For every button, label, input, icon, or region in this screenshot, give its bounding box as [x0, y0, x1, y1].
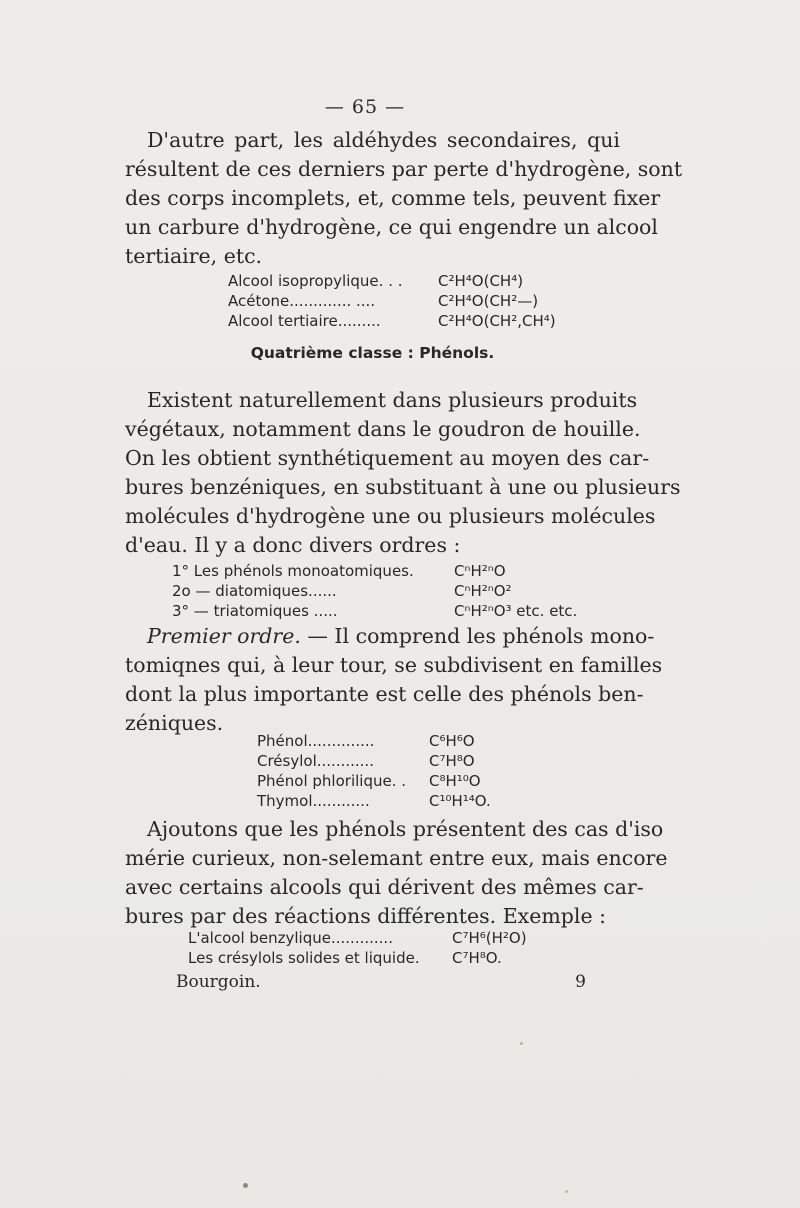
- compound-formula: C⁷H⁸O.: [452, 949, 502, 967]
- text-line: un carbure d'hydrogène, ce qui engendre un alcool: [125, 215, 658, 239]
- table-row: [172, 601, 592, 621]
- order-formula: CⁿH²ⁿO²: [454, 582, 512, 600]
- order-name: 2o — diatomiques......: [172, 582, 337, 600]
- text-line: bures benzéniques, en substituant à une ou plusieurs: [125, 475, 681, 499]
- compound-formula: C⁸H¹⁰O: [429, 772, 481, 790]
- footer-author: Bourgoin.: [176, 972, 261, 992]
- phenol-formula-table: [257, 731, 517, 811]
- paper-speck: [520, 1042, 523, 1045]
- order-name: 3° — triatomiques .....: [172, 602, 338, 620]
- table-row: [257, 791, 517, 811]
- text-line: molécules d'hydrogène une ou plusieurs molécules: [125, 504, 656, 528]
- paragraph-aldehydes: [125, 126, 683, 271]
- first-order-text: — Il comprend les phénols mono-: [300, 624, 655, 648]
- text-line: tertiaire, etc.: [125, 244, 263, 268]
- text-line: On les obtient synthétiquement au moyen des car-: [125, 446, 650, 470]
- table-row: [257, 731, 517, 751]
- text-line: d'eau. Il y a donc divers ordres :: [125, 533, 461, 557]
- page-number: — 65 —: [324, 96, 406, 118]
- text-line: végétaux, notamment dans le goudron de houille.: [125, 417, 641, 441]
- compound-formula: C⁷H⁸O: [429, 752, 475, 770]
- table-row: [257, 771, 517, 791]
- compound-name: Alcool tertiaire.........: [228, 312, 381, 330]
- order-formula: CⁿH²ⁿO³ etc. etc.: [454, 602, 578, 620]
- paper-speck: [565, 1190, 568, 1193]
- compound-formula: C¹⁰H¹⁴O.: [429, 792, 491, 810]
- table-row: [188, 928, 558, 948]
- paragraph-isomerism: [125, 815, 668, 931]
- order-name: 1° Les phénols monoatomiques.: [172, 562, 414, 580]
- compound-name: L'alcool benzylique.............: [188, 929, 393, 947]
- text-line: résultent de ces derniers par perte d'hydrogène, sont: [125, 157, 683, 181]
- text-line: Existent naturellement dans plusieurs produits: [147, 388, 638, 412]
- text-line: zéniques.: [125, 711, 224, 735]
- table-row: [228, 271, 568, 291]
- compound-name: Crésylol............: [257, 752, 374, 770]
- text-line: bures par des réactions différentes. Exemple :: [125, 904, 607, 928]
- compound-name: Alcool isopropylique. . .: [228, 272, 403, 290]
- table-row: [188, 948, 558, 968]
- paragraph-phenols: [125, 386, 681, 560]
- table-row: [257, 751, 517, 771]
- compound-name: Phénol phlorilique. .: [257, 772, 407, 790]
- sheet-number: 9: [575, 972, 586, 992]
- compound-name: Les crésylols solides et liquide.: [188, 949, 420, 967]
- text-line: D'autre part, les aldéhydes secondaires, qui: [147, 128, 620, 152]
- table-row: [172, 581, 592, 601]
- order-formula: CⁿH²ⁿO: [454, 562, 506, 580]
- text-line: mérie curieux, non-selemant entre eux, mais encore: [125, 846, 668, 870]
- isomer-example-table: [188, 928, 558, 968]
- compound-formula: C²H⁴O(CH²,CH⁴): [438, 312, 556, 330]
- compound-formula: C⁶H⁶O: [429, 732, 475, 750]
- paragraph-first-order: [125, 622, 663, 738]
- text-line: tomiqnes qui, à leur tour, se subdivisent en familles: [125, 653, 663, 677]
- compound-formula: C²H⁴O(CH⁴): [438, 272, 524, 290]
- compound-name: Acétone............. ....: [228, 292, 376, 310]
- compound-formula: C²H⁴O(CH²—): [438, 292, 539, 310]
- text-line: Ajoutons que les phénols présentent des cas d'iso: [147, 817, 664, 841]
- text-line: avec certains alcools qui dérivent des mêmes car-: [125, 875, 644, 899]
- text-line: des corps incomplets, et, comme tels, peuvent fixer: [125, 186, 661, 210]
- first-order-label: Premier ordre.: [147, 624, 301, 648]
- section-heading: Quatrième classe : Phénols.: [250, 344, 495, 362]
- table-row: [172, 561, 592, 581]
- compound-name: Thymol............: [257, 792, 370, 810]
- phenol-orders-table: [172, 561, 592, 621]
- text-line: dont la plus importante est celle des phénols ben-: [125, 682, 644, 706]
- paper-speck: [243, 1183, 248, 1188]
- table-row: [228, 311, 568, 331]
- compound-formula: C⁷H⁶(H²O): [452, 929, 527, 947]
- compound-name: Phénol..............: [257, 732, 375, 750]
- alcohol-formula-table: [228, 271, 568, 331]
- table-row: [228, 291, 568, 311]
- text-line: [125, 622, 655, 651]
